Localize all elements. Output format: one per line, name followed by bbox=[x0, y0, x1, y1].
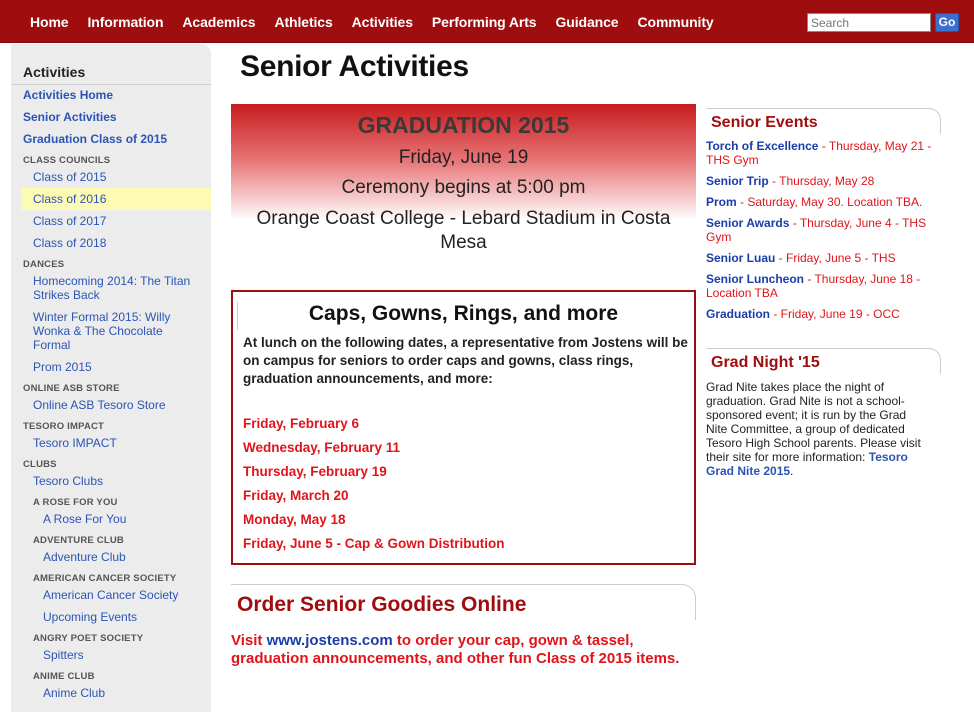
event-link[interactable]: Graduation bbox=[706, 307, 771, 321]
caps-date: Thursday, February 19 bbox=[243, 464, 387, 479]
event-detail: - Thursday, May 28 bbox=[768, 174, 875, 188]
caps-date: Monday, May 18 bbox=[243, 512, 346, 527]
event-item bbox=[706, 251, 941, 265]
nav-links bbox=[30, 0, 733, 43]
grad-night-end: . bbox=[790, 464, 794, 478]
sidebar-item-activities-home[interactable]: Activities Home bbox=[23, 88, 114, 102]
sidebar-heading-anime: ANIME CLUB bbox=[33, 671, 95, 682]
goodies-heading-box bbox=[231, 584, 696, 620]
sidebar-item-senior-activities[interactable]: Senior Activities bbox=[23, 110, 117, 124]
nav-performing-arts[interactable]: Performing Arts bbox=[431, 13, 537, 30]
sidebar-heading-class-councils: CLASS COUNCILS bbox=[23, 155, 111, 166]
caps-description: At lunch on the following dates, a representative from Jostens will be on campus for seniors to order caps and gowns, class rings, graduation announcements, and more: bbox=[243, 335, 688, 386]
grad-night-text bbox=[706, 380, 928, 478]
senior-events-title: Senior Events bbox=[711, 114, 818, 131]
graduation-time: Ceremony begins at 5:00 pm bbox=[341, 177, 586, 198]
event-link[interactable]: Torch of Excellence bbox=[706, 139, 819, 153]
sidebar-heading-cancer: AMERICAN CANCER SOCIETY bbox=[33, 573, 177, 584]
sidebar-heading-clubs: CLUBS bbox=[23, 459, 57, 470]
caps-title: Caps, Gowns, Rings, and more bbox=[308, 302, 619, 325]
sidebar-item-spitters[interactable]: Spitters bbox=[43, 648, 84, 662]
sidebar-item-impact[interactable]: Tesoro IMPACT bbox=[33, 436, 117, 450]
sidebar-item-upcoming-events[interactable]: Upcoming Events bbox=[43, 610, 138, 624]
sidebar-heading-poet: ANGRY POET SOCIETY bbox=[33, 633, 144, 644]
page-title: Senior Activities bbox=[240, 50, 469, 83]
sidebar-item-tesoro-clubs[interactable]: Tesoro Clubs bbox=[33, 474, 104, 488]
top-navigation bbox=[0, 0, 974, 43]
sidebar-divider bbox=[11, 84, 211, 85]
event-detail: - Friday, June 5 - THS bbox=[775, 251, 896, 265]
grad-night-heading-box bbox=[706, 348, 941, 374]
goodies-text bbox=[231, 632, 691, 668]
event-detail: - Friday, June 19 - OCC bbox=[770, 307, 900, 321]
caps-date: Friday, June 5 - Cap & Gown Distribution bbox=[243, 536, 505, 551]
caps-gowns-box bbox=[231, 290, 696, 565]
graduation-banner bbox=[231, 104, 696, 270]
goodies-title: Order Senior Goodies Online bbox=[237, 593, 527, 616]
event-link[interactable]: Senior Luncheon bbox=[706, 272, 805, 286]
sidebar-item-asb-store[interactable]: Online ASB Tesoro Store bbox=[33, 398, 166, 412]
sidebar-item-adventure[interactable]: Adventure Club bbox=[43, 550, 126, 564]
sidebar-item-cancer[interactable]: American Cancer Society bbox=[43, 588, 179, 602]
sidebar-item-homecoming[interactable]: Homecoming 2014: The Titan Strikes Back bbox=[33, 274, 191, 302]
sidebar-item-class-2017[interactable]: Class of 2017 bbox=[33, 214, 107, 228]
event-item bbox=[706, 216, 941, 244]
nav-community[interactable]: Community bbox=[637, 13, 714, 30]
caps-date: Friday, March 20 bbox=[243, 488, 349, 503]
sidebar bbox=[11, 44, 211, 712]
event-item bbox=[706, 307, 941, 321]
caps-date: Friday, February 6 bbox=[243, 416, 360, 431]
event-item bbox=[706, 272, 941, 300]
graduation-date: Friday, June 19 bbox=[398, 147, 529, 168]
graduation-venue: Orange Coast College - Lebard Stadium in Costa Mesa bbox=[256, 208, 671, 253]
search-go-button[interactable]: Go bbox=[935, 13, 959, 32]
sidebar-heading-impact: TESORO IMPACT bbox=[23, 421, 105, 432]
grad-night-link[interactable]: Tesoro Grad Nite 2015 bbox=[706, 450, 908, 478]
event-link[interactable]: Senior Awards bbox=[706, 216, 790, 230]
goodies-rest: to order your cap, gown & tassel, graduation announcements, and other fun Class of 2015 items. bbox=[231, 632, 680, 667]
event-link[interactable]: Senior Trip bbox=[706, 174, 769, 188]
nav-activities[interactable]: Activities bbox=[351, 13, 413, 30]
sidebar-item-class-2018[interactable]: Class of 2018 bbox=[33, 236, 107, 250]
event-item bbox=[706, 139, 941, 167]
sidebar-item-rose[interactable]: A Rose For You bbox=[43, 512, 127, 526]
event-detail: - Saturday, May 30. Location TBA. bbox=[736, 195, 923, 209]
event-item bbox=[706, 195, 941, 209]
caps-date: Wednesday, February 11 bbox=[243, 440, 401, 455]
sidebar-heading-adventure: ADVENTURE CLUB bbox=[33, 535, 124, 546]
nav-athletics[interactable]: Athletics bbox=[274, 13, 333, 30]
sidebar-item-prom[interactable]: Prom 2015 bbox=[33, 360, 92, 374]
sidebar-item-winter-formal[interactable]: Winter Formal 2015: Willy Wonka & The Chocolate Formal bbox=[33, 310, 171, 352]
event-link[interactable]: Prom bbox=[706, 195, 737, 209]
senior-events-heading-box bbox=[706, 108, 941, 134]
search-input[interactable] bbox=[807, 13, 931, 32]
sidebar-title: Activities bbox=[23, 64, 86, 80]
nav-guidance[interactable]: Guidance bbox=[555, 13, 619, 30]
event-link[interactable]: Senior Luau bbox=[706, 251, 776, 265]
sidebar-heading-asb-store: ONLINE ASB STORE bbox=[23, 383, 120, 394]
sidebar-item-class-2016[interactable]: Class of 2016 bbox=[33, 192, 107, 206]
nav-academics[interactable]: Academics bbox=[182, 13, 256, 30]
sidebar-item-anime[interactable]: Anime Club bbox=[43, 686, 106, 700]
nav-home[interactable]: Home bbox=[30, 13, 69, 30]
grad-night-title: Grad Night '15 bbox=[711, 354, 820, 371]
sidebar-heading-dances: DANCES bbox=[23, 259, 65, 270]
event-detail: - Thursday, June 4 - THS Gym bbox=[706, 216, 927, 244]
event-detail: - Thursday, June 18 - Location TBA bbox=[706, 272, 921, 300]
jostens-link[interactable]: www.jostens.com bbox=[266, 632, 393, 649]
event-detail: - Thursday, May 21 - THS Gym bbox=[706, 139, 932, 167]
graduation-title: GRADUATION 2015 bbox=[357, 112, 570, 138]
event-item bbox=[706, 174, 941, 188]
grad-night-description: Grad Nite takes place the night of graduation. Grad Nite is not a school-sponsored event; it is run by the Grad Nite Committee, a group of dedicated Tesoro High School parents. Please visit their site for more information: bbox=[706, 380, 921, 464]
sidebar-heading-rose: A ROSE FOR YOU bbox=[33, 497, 118, 508]
nav-information[interactable]: Information bbox=[87, 13, 164, 30]
sidebar-item-graduation-class[interactable]: Graduation Class of 2015 bbox=[23, 132, 168, 146]
goodies-visit: Visit bbox=[231, 632, 263, 649]
sidebar-item-class-2015[interactable]: Class of 2015 bbox=[33, 170, 107, 184]
